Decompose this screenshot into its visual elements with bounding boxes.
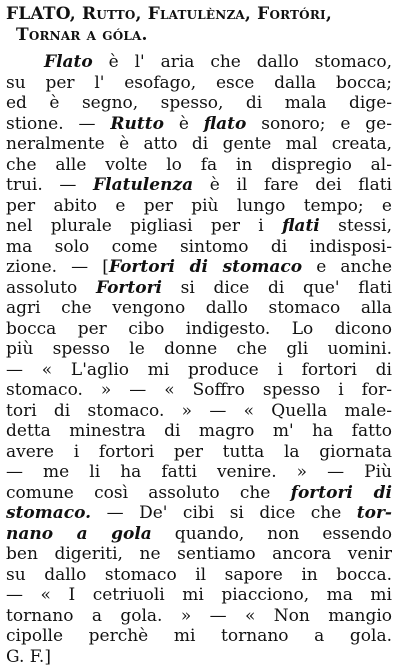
text-line xyxy=(6,114,392,135)
text-segment: — « I cetriuoli mi piacciono, ma mi xyxy=(6,585,392,605)
text-line xyxy=(6,93,392,114)
italic-term: Fortori di stomaco xyxy=(109,257,302,277)
text-segment: detta minestra di magro m' ha fatto xyxy=(6,421,392,441)
text-line xyxy=(6,585,392,606)
text-line xyxy=(6,421,392,442)
heading-word: góla. xyxy=(102,25,147,45)
text-segment: comune così assoluto che xyxy=(6,483,291,503)
text-segment: più spesso le donne che gli uomini. xyxy=(6,339,392,359)
text-line xyxy=(6,175,392,196)
text-line xyxy=(6,565,392,586)
text-segment: è il fare dei flati xyxy=(193,175,392,195)
text-segment: sonoro; e ge- xyxy=(246,114,392,134)
text-line xyxy=(6,339,392,360)
text-line xyxy=(6,544,392,565)
italic-term: flati xyxy=(282,216,320,236)
text-segment: tori di stomaco. » — « Quella male- xyxy=(6,401,392,421)
heading-word: Fortóri, xyxy=(257,4,332,24)
text-segment: — De' cibi si dice che xyxy=(91,503,357,523)
text-segment: e anche xyxy=(302,257,392,277)
text-segment: su dallo stomaco il sapore in bocca. xyxy=(6,565,392,585)
text-segment: avere i fortori per tutta la giornata xyxy=(6,442,392,462)
text-segment: ben digeriti, ne sentiamo ancora venir xyxy=(6,544,392,564)
italic-term: Fortori xyxy=(96,278,162,298)
text-segment: assoluto xyxy=(6,278,96,298)
text-line xyxy=(6,298,392,319)
heading-line-2 xyxy=(6,25,392,46)
text-segment: bocca per cibo indigesto. Lo dicono xyxy=(6,319,392,339)
text-line xyxy=(6,606,392,627)
text-line xyxy=(6,196,392,217)
text-segment: trui. — xyxy=(6,175,93,195)
text-line xyxy=(6,524,392,545)
heading-word: Tornar xyxy=(16,25,81,45)
heading-word: a xyxy=(87,25,97,45)
entry-body xyxy=(6,52,392,667)
text-line xyxy=(6,626,392,647)
text-line xyxy=(6,360,392,381)
text-segment: stomaco. » — « Soffro spesso i for- xyxy=(6,380,392,400)
text-segment: nel plurale pigliasi per i xyxy=(6,216,282,236)
text-segment: — me li ha fatti venire. » — Più xyxy=(6,462,392,482)
text-line xyxy=(6,134,392,155)
text-segment: si dice di que' flati xyxy=(162,278,392,298)
text-line xyxy=(6,462,392,483)
text-segment: agri che vengono dallo stomaco alla xyxy=(6,298,392,318)
text-segment: ed è segno, spesso, di mala dige- xyxy=(6,93,392,113)
text-line xyxy=(6,237,392,258)
text-segment: tornano a gola. » — « Non mangio xyxy=(6,606,392,626)
italic-term: Rutto xyxy=(110,114,164,134)
text-segment: è xyxy=(164,114,204,134)
text-line xyxy=(6,216,392,237)
text-line xyxy=(6,503,392,524)
text-segment: che alle volte lo fa in dispregio al- xyxy=(6,155,392,175)
italic-term: nano a gola xyxy=(6,524,152,544)
italic-term: Flatulenza xyxy=(93,175,193,195)
text-segment: ma solo come sintomo di indisposi- xyxy=(6,237,392,257)
text-segment: stessi, xyxy=(320,216,392,236)
text-segment: neralmente è atto di gente mal creata, xyxy=(6,134,392,154)
text-segment: per abito e per più lungo tempo; e xyxy=(6,196,392,216)
italic-term: fortori di xyxy=(291,483,392,503)
text-line xyxy=(6,319,392,340)
text-line xyxy=(6,52,392,73)
text-line xyxy=(6,278,392,299)
text-segment: stione. — xyxy=(6,114,110,134)
text-segment: — « L'aglio mi produce i fortori di xyxy=(6,360,392,380)
text-segment: G. F.] xyxy=(6,647,51,667)
entry-heading xyxy=(6,4,392,46)
text-segment: è l' aria che dallo stomaco, xyxy=(93,52,392,72)
italic-term: stomaco. xyxy=(6,503,91,523)
text-line xyxy=(6,401,392,422)
heading-line-1 xyxy=(6,4,332,24)
heading-word: Flatulènza, xyxy=(148,4,251,24)
heading-word: FLATO, xyxy=(6,4,76,24)
text-segment: cipolle perchè mi tornano a gola. xyxy=(6,626,392,646)
heading-word: Rutto, xyxy=(82,4,142,24)
text-line xyxy=(6,483,392,504)
text-segment: quando, non essendo xyxy=(152,524,392,544)
text-line xyxy=(6,257,392,278)
italic-term: Flato xyxy=(44,52,93,72)
italic-term: tor- xyxy=(357,503,392,523)
text-line xyxy=(6,155,392,176)
italic-term: flato xyxy=(204,114,247,134)
text-segment: zione. — [ xyxy=(6,257,109,277)
text-segment: su per l' esofago, esce dalla bocca; xyxy=(6,73,392,93)
text-line xyxy=(6,73,392,94)
text-line xyxy=(6,442,392,463)
text-line xyxy=(6,380,392,401)
